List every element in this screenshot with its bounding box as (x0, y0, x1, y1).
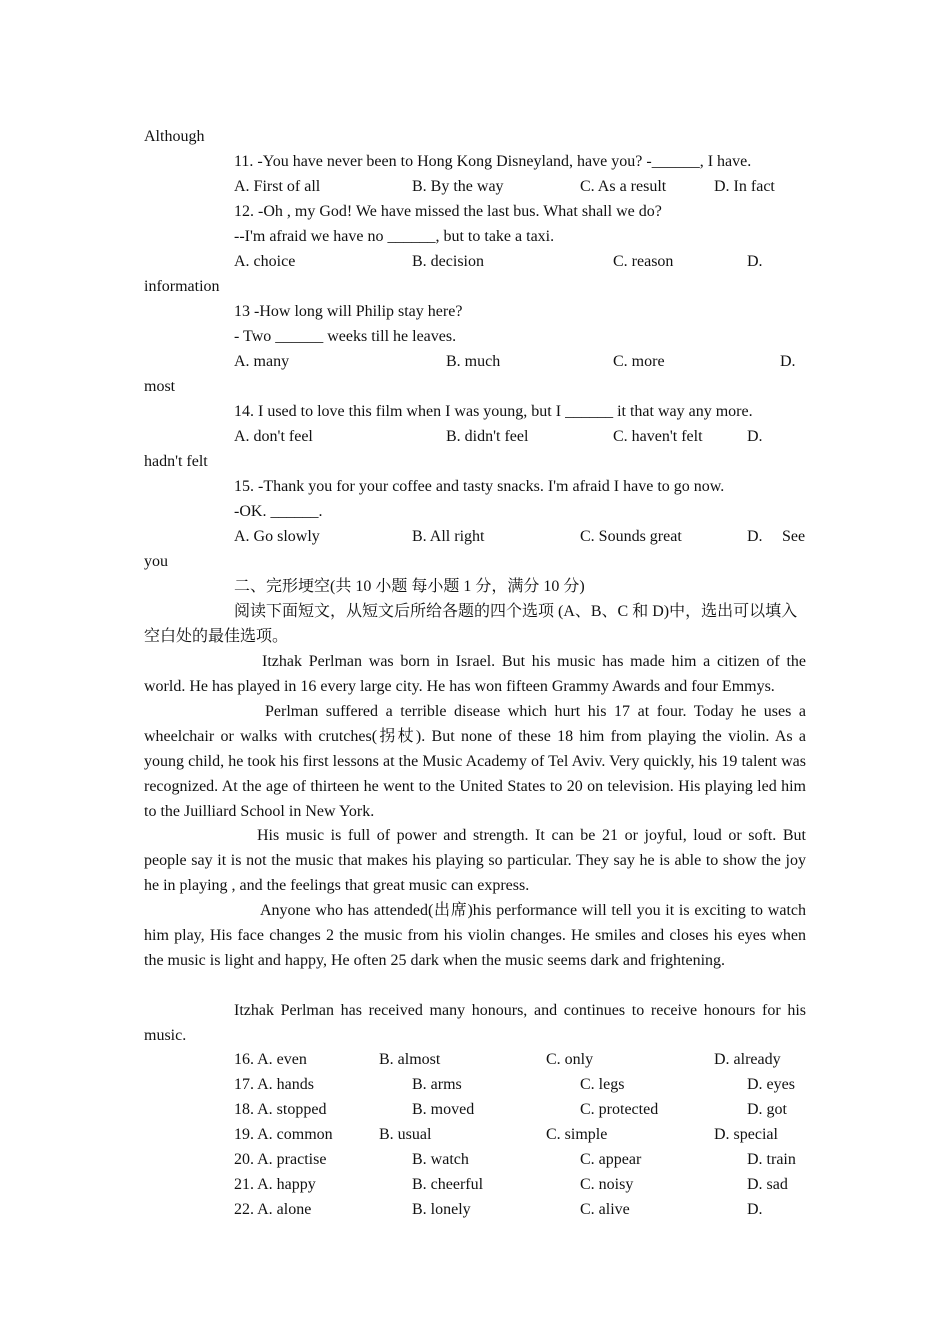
option-b: B. much (446, 353, 501, 370)
option-a: 17. A. hands (234, 1076, 314, 1093)
section-instruction-cont: 空白处的最佳选项。 (144, 628, 289, 645)
option-c: C. reason (613, 253, 674, 270)
option-c: C. Sounds great (580, 528, 682, 545)
option-a: A. don't feel (234, 428, 313, 445)
question-14-option-d-wrap: hadn't felt (144, 453, 208, 470)
question-12-stem-2: --I'm afraid we have no ______, but to take a taxi. (234, 228, 555, 245)
option-a: 21. A. happy (234, 1176, 316, 1193)
option-c: C. noisy (580, 1176, 634, 1193)
option-b: B. arms (412, 1076, 462, 1093)
option-c: C. more (613, 353, 665, 370)
option-a: A. First of all (234, 178, 321, 195)
passage-paragraph-3: His music is full of power and strength. It can be 21 or joyful, loud or soft. But people say it is not the music that makes his playing so particular. They say he is able to show the joy he in playing , and the feelings that great music can express. (144, 827, 806, 894)
answer-row-21 (0, 1172, 950, 1197)
option-d-text: See (782, 528, 806, 545)
option-b: B. usual (379, 1126, 432, 1143)
option-c: C. legs (580, 1076, 625, 1093)
question-15-option-d-wrap: you (144, 553, 168, 570)
option-b: B. didn't feel (446, 428, 529, 445)
answer-row-18 (0, 1097, 950, 1122)
option-c: C. appear (580, 1151, 642, 1168)
option-d: D. got (747, 1101, 787, 1118)
option-b: B. moved (412, 1101, 475, 1118)
question-11-options (0, 174, 950, 199)
option-d: D. (747, 253, 763, 270)
answer-row-16 (0, 1047, 950, 1072)
option-d: D. sad (747, 1176, 788, 1193)
passage-paragraph-1: Itzhak Perlman was born in Israel. But his music has made him a citizen of the world. He has played in 16 every large city. He has won fifteen Grammy Awards and four Emmys. (144, 653, 806, 695)
option-c: C. simple (546, 1126, 608, 1143)
option-b: B. lonely (412, 1201, 471, 1218)
option-d: D. special (714, 1126, 778, 1143)
question-13-stem: 13 -How long will Philip stay here? (234, 303, 463, 320)
option-c: C. protected (580, 1101, 659, 1118)
question-15-stem-2: -OK. ______. (234, 503, 323, 520)
option-a: 20. A. practise (234, 1151, 327, 1168)
option-d: D. (747, 1201, 763, 1218)
option-c: C. As a result (580, 178, 667, 195)
option-a: 18. A. stopped (234, 1101, 327, 1118)
question-15-stem: 15. -Thank you for your coffee and tasty snacks. I'm afraid I have to go now. (234, 478, 725, 495)
option-b: B. decision (412, 253, 484, 270)
option-c: C. only (546, 1051, 594, 1068)
option-b: B. watch (412, 1151, 469, 1168)
option-d: D. already (714, 1051, 781, 1068)
option-a: A. choice (234, 253, 296, 270)
question-14-options (0, 424, 950, 449)
option-d: D. (780, 353, 796, 370)
option-a: A. Go slowly (234, 528, 320, 545)
option-a: 16. A. even (234, 1051, 307, 1068)
question-11-stem: 11. -You have never been to Hong Kong Disneyland, have you? -______, I have. (234, 153, 752, 170)
option-c: C. alive (580, 1201, 630, 1218)
lead-word: Although (144, 128, 205, 145)
option-d: D. eyes (747, 1076, 795, 1093)
option-d: D. (747, 528, 763, 545)
question-15-options (0, 524, 950, 549)
question-13-option-d-wrap: most (144, 378, 176, 395)
section-instruction: 阅读下面短文，从短文后所给各题的四个选项 (A、B、C 和 D)中，选出可以填入 (234, 603, 798, 620)
option-d: D. train (747, 1151, 796, 1168)
option-d: D. (747, 428, 763, 445)
answer-row-17 (0, 1072, 950, 1097)
option-a: A. many (234, 353, 290, 370)
option-b: B. almost (379, 1051, 441, 1068)
option-d: D. In fact (714, 178, 775, 195)
option-b: B. All right (412, 528, 485, 545)
option-a: 22. A. alone (234, 1201, 312, 1218)
passage-paragraph-2: Perlman suffered a terrible disease which hurt his 17 at four. Today he uses a wheelchair or walks with crutches(拐杖). But none of these 18 him from playing the violin. As a young child, he took his first lessons at the Music Academy of Tel Aviv. Very quickly, his 19 talent was recognized. At the age of thirteen he went to the United States to 20 on television. His playing led him to the Juilliard School in New York. (144, 703, 806, 820)
option-b: B. By the way (412, 178, 504, 195)
passage-paragraph-5: Itzhak Perlman has received many honours, and continues to receive honours for his music. (144, 1002, 806, 1044)
question-13-options (0, 349, 950, 374)
answer-row-22 (0, 1197, 950, 1222)
question-12-options (0, 249, 950, 274)
question-12-option-d-wrap: information (144, 278, 220, 295)
answer-row-19 (0, 1122, 950, 1147)
option-c: C. haven't felt (613, 428, 703, 445)
question-12-stem: 12. -Oh , my God! We have missed the last bus. What shall we do? (234, 203, 662, 220)
passage-paragraph-4: Anyone who has attended(出席)his performance will tell you it is exciting to watch him play, His face changes 2 the music from his violin changes. He smiles and closes his eyes when the music is light and happy, He often 25 dark when the music seems dark and frightening. (144, 902, 806, 969)
option-b: B. cheerful (412, 1176, 484, 1193)
question-13-stem-2: - Two ______ weeks till he leaves. (234, 328, 457, 345)
section-heading: 二、完形埂空(共 10 小题 每小题 1 分，满分 10 分) (234, 578, 585, 595)
option-a: 19. A. common (234, 1126, 333, 1143)
question-14-stem: 14. I used to love this film when I was young, but I ______ it that way any more. (234, 403, 753, 420)
answer-row-20 (0, 1147, 950, 1172)
